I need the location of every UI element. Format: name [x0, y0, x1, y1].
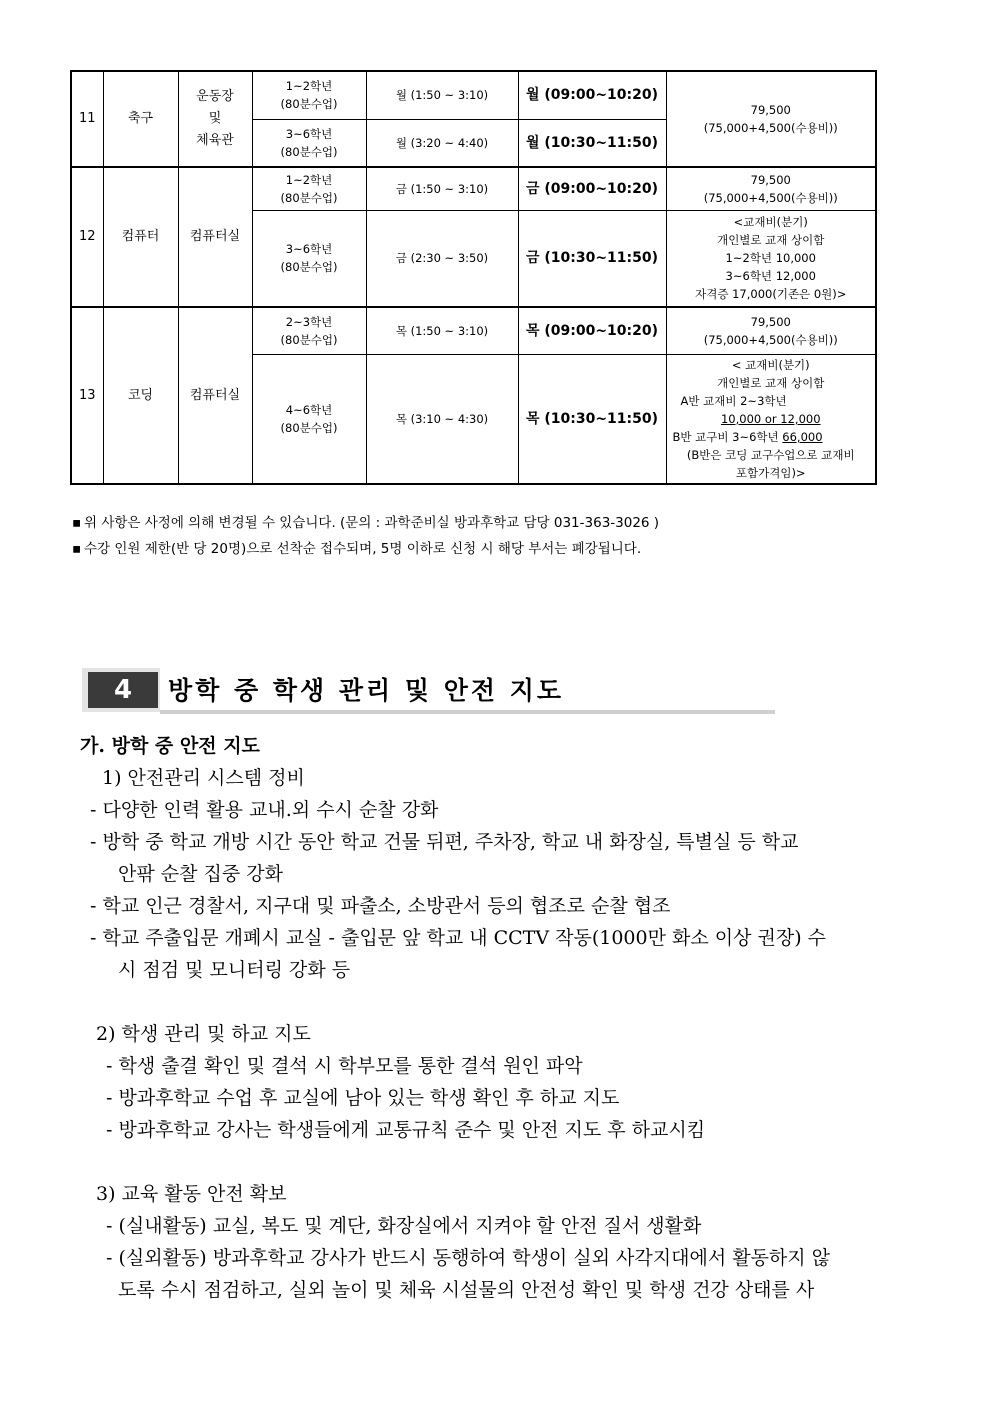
cost-cell	[666, 210, 876, 307]
cost-line: 자격증 17,000(기존은 0원)>	[695, 287, 847, 302]
cost-line: < 교재비(분기)	[731, 357, 810, 372]
grade-cell	[252, 167, 366, 210]
place-cell: 컴퓨터실	[178, 307, 252, 484]
place-line: 운동장	[196, 89, 234, 104]
new-time-cell: 목 (10:30~11:50)	[518, 354, 666, 484]
list-item: - 학교 주출입문 개폐시 교실 - 출입문 앞 학교 내 CCTV 작동(1000만 화소 이상 권장) 수	[90, 927, 826, 949]
cost-line	[669, 410, 874, 428]
grade-label: 1~2학년	[285, 79, 333, 94]
cost-line: 79,500	[750, 172, 791, 187]
cost-line: 3~6학년 12,000	[725, 269, 816, 284]
table-row	[71, 307, 876, 354]
previous-time-cell: 월 (3:20 ~ 4:40)	[366, 119, 518, 167]
previous-time-cell: 금 (1:50 ~ 3:10)	[366, 167, 518, 210]
place-cell: 컴퓨터실	[178, 167, 252, 307]
cost-line	[669, 428, 874, 446]
place-line: 및	[208, 111, 222, 126]
subject-cell: 축구	[103, 71, 178, 167]
grade-cell	[252, 307, 366, 354]
item-title: 2) 학생 관리 및 하교 지도	[96, 1023, 311, 1045]
list-item-continuation: 안팎 순찰 집중 강화	[118, 863, 283, 885]
previous-time-cell: 목 (1:50 ~ 3:10)	[366, 307, 518, 354]
list-item: - 방학 중 학교 개방 시간 동안 학교 건물 뒤편, 주차장, 학교 내 화장실, 특별실 등 학교	[90, 831, 799, 853]
cost-line: 79,500	[750, 103, 791, 117]
notes	[72, 510, 659, 562]
duration-label: (80분수업)	[280, 144, 338, 159]
cost-line: (75,000+4,500(수용비))	[703, 121, 838, 135]
grade-cell	[252, 354, 366, 484]
cost-cell	[666, 167, 876, 210]
duration-label: (80분수업)	[280, 260, 338, 275]
cost-cell	[666, 307, 876, 354]
cost-line: (B반은 코딩 교구수업으로 교재비	[686, 447, 855, 462]
cost-underlined-value: 10,000 or 12,000	[720, 411, 821, 426]
new-time-cell: 월 (09:00~10:20)	[518, 71, 666, 119]
previous-time-cell: 월 (1:50 ~ 3:10)	[366, 71, 518, 119]
duration-label: (80분수업)	[280, 332, 338, 347]
item-title: 3) 교육 활동 안전 확보	[96, 1183, 287, 1205]
cost-line: 개인별로 교재 상이함	[717, 375, 825, 390]
list-item: - 학생 출결 확인 및 결석 시 학부모를 통한 결석 원인 파악	[106, 1055, 583, 1077]
bullet-icon: ▪	[72, 541, 82, 557]
section-title: 방학 중 학생 관리 및 안전 지도	[168, 676, 565, 705]
grade-cell	[252, 119, 366, 167]
subsection-heading: 가. 방학 중 안전 지도	[80, 735, 260, 757]
note-item	[72, 510, 659, 536]
grade-label: 4~6학년	[285, 402, 333, 417]
safety-guidance	[80, 730, 925, 1306]
new-time-cell: 금 (10:30~11:50)	[518, 210, 666, 307]
list-item-continuation: 시 점검 및 모니터링 강화 등	[118, 959, 351, 981]
new-time-cell: 금 (09:00~10:20)	[518, 167, 666, 210]
new-time-cell: 목 (09:00~10:20)	[518, 307, 666, 354]
row-number: 11	[71, 71, 103, 167]
table-row	[71, 167, 876, 210]
cost-underlined-value: 66,000	[782, 429, 823, 444]
duration-label: (80분수업)	[280, 97, 338, 112]
row-number: 13	[71, 307, 103, 484]
cost-line: (75,000+4,500(수용비))	[703, 190, 838, 205]
cost-cell	[666, 354, 876, 484]
grade-label: 3~6학년	[285, 126, 333, 141]
section-header	[82, 668, 775, 714]
grade-label: 2~3학년	[285, 314, 333, 329]
duration-label: (80분수업)	[280, 190, 338, 205]
row-number: 12	[71, 167, 103, 307]
cost-line: A반 교재비 2~3학년	[680, 393, 787, 408]
note-text: 위 사항은 사정에 의해 변경될 수 있습니다. (문의 : 과학준비실 방과후학교 담당 031-363-3026 )	[84, 515, 660, 531]
list-item-continuation: 도록 수시 점검하고, 실외 놀이 및 체육 시설물의 안전성 확인 및 학생 건강 상태를 사	[118, 1279, 815, 1301]
cost-line: 포함가격임)>	[735, 465, 806, 480]
cost-line: <교재비(분기)	[733, 215, 808, 230]
section-number: 4	[88, 672, 158, 708]
grade-cell	[252, 71, 366, 119]
grade-label: 3~6학년	[285, 242, 333, 257]
section-underline	[160, 710, 775, 714]
note-text: 수강 인원 제한(반 당 20명)으로 선착순 접수되며, 5명 이하로 신청 시 해당 부서는 폐강됩니다.	[84, 541, 642, 557]
list-item: - 학교 인근 경찰서, 지구대 및 파출소, 소방관서 등의 협조로 순찰 협조	[90, 895, 671, 917]
list-item: - (실외활동) 방과후학교 강사가 반드시 동행하여 학생이 실외 사각지대에서 활동하지 않	[106, 1247, 831, 1269]
cost-line: 1~2학년 10,000	[725, 251, 816, 266]
duration-label: (80분수업)	[280, 420, 338, 435]
table-row	[71, 71, 876, 119]
class-schedule-table	[70, 70, 877, 485]
cost-line: 개인별로 교재 상이함	[717, 233, 825, 248]
cost-text: B반 교구비 3~6학년	[672, 429, 783, 444]
subject-cell: 컴퓨터	[103, 167, 178, 307]
item-title: 1) 안전관리 시스템 정비	[102, 767, 305, 789]
grade-cell	[252, 210, 366, 307]
previous-time-cell: 금 (2:30 ~ 3:50)	[366, 210, 518, 307]
list-item: - 방과후학교 수업 후 교실에 남아 있는 학생 확인 후 하교 지도	[106, 1087, 620, 1109]
grade-label: 1~2학년	[285, 172, 333, 187]
list-item: - (실내활동) 교실, 복도 및 계단, 화장실에서 지켜야 할 안전 질서 생활화	[106, 1215, 702, 1237]
cost-cell	[666, 71, 876, 167]
new-time-cell: 월 (10:30~11:50)	[518, 119, 666, 167]
note-item	[72, 536, 659, 562]
list-item: - 방과후학교 강사는 학생들에게 교통규칙 준수 및 안전 지도 후 하교시킴	[106, 1119, 706, 1141]
place-cell	[178, 71, 252, 167]
cost-line: 79,500	[750, 314, 791, 329]
place-line: 체육관	[196, 133, 234, 148]
bullet-icon: ▪	[72, 515, 82, 531]
list-item: - 다양한 인력 활용 교내.외 수시 순찰 강화	[90, 799, 439, 821]
previous-time-cell: 목 (3:10 ~ 4:30)	[366, 354, 518, 484]
cost-line: (75,000+4,500(수용비))	[703, 332, 838, 347]
subject-cell: 코딩	[103, 307, 178, 484]
